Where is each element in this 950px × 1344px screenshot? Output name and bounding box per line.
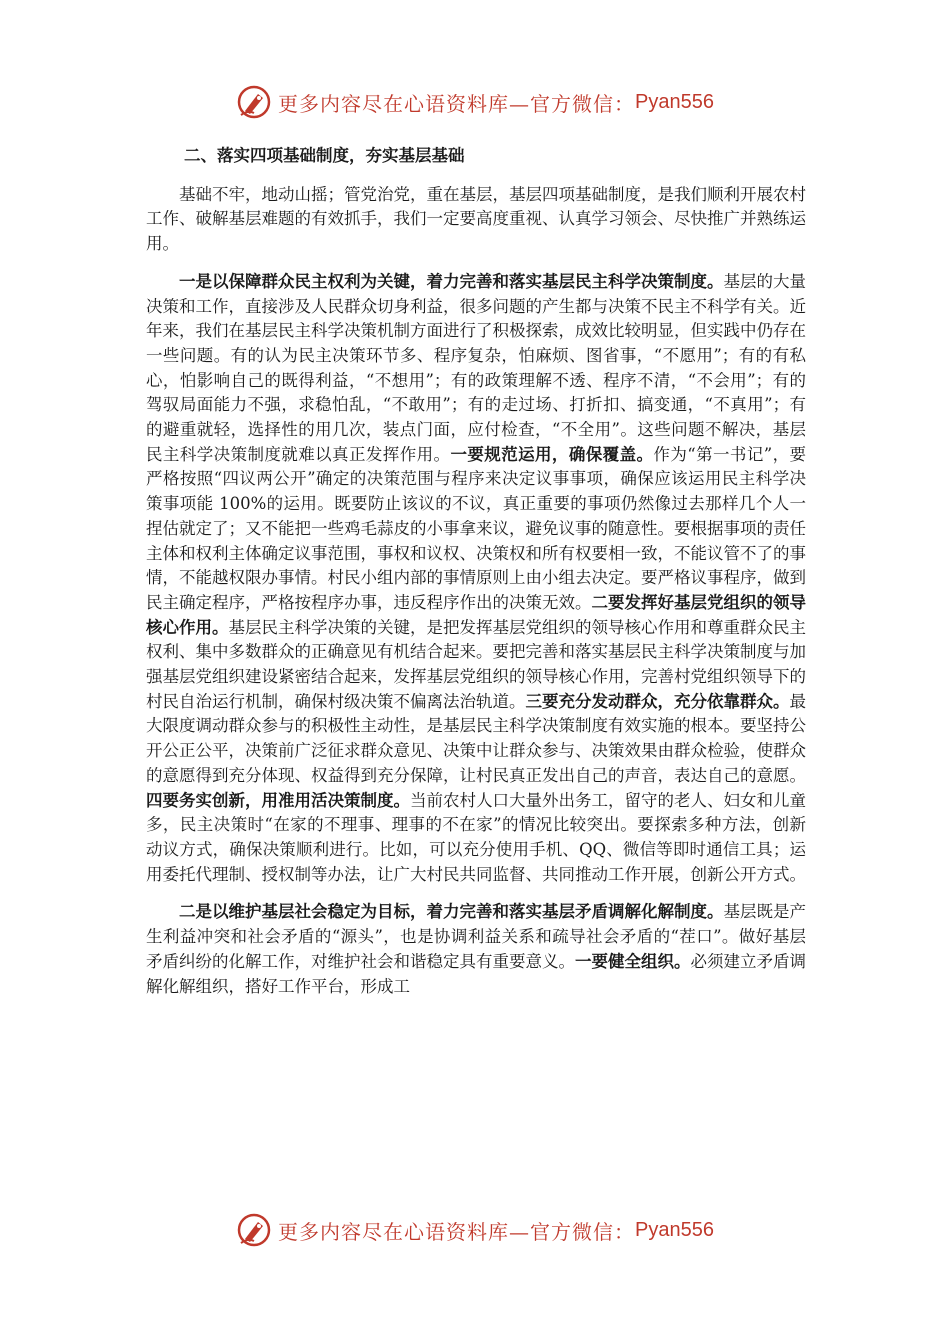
banner-text: 更多内容尽在心语资料库—官方微信： <box>278 1219 636 1244</box>
pen-nib-logo-icon <box>236 84 272 120</box>
section-2-text-2: 必须建立矛盾调解化解组织，搭好工作平台，形成工 <box>146 951 806 996</box>
section-heading: 二、落实四项基础制度，夯实基层基础 <box>184 146 465 165</box>
section-1-text-5: 当前农村人口大量外出务工，留守的老人、妇女和儿童多，民主决策时“在家的不理事、理事的不在家”的情况比较突出。要探索多种方法，创新动议方式，确保决策顺利进行。比如，可以充分使用手机、QQ、微信等即时通信工具；运用委托代理制、授权制等办法，让广大村民共同监督、共同推动工作开展，创新公开方式。 <box>146 790 806 884</box>
section-1-point-2: 二要发挥好基层党组织的领导核心作用。 <box>146 592 806 637</box>
section-1-lead: 一是以保障群众民主权利为关键，着力完善和落实基层民主科学决策制度。 <box>179 271 724 291</box>
section-2-point-1: 一要健全组织。 <box>575 951 691 971</box>
header-banner <box>0 82 950 122</box>
section-1-text-2: 作为“第一书记”，要严格按照“四议两公开”确定的决策范围与程序来决定议事事项，确保应该运用民主科学决策事项能 100%的运用。既要防止该议的不议，真正重要的事项仍然像过去那样几个人一捏估就定了；又不能把一些鸡毛蒜皮的小事拿来议，避免议事的随意性。要根据事项的责任主体和权利主体确定议事范围，事权和议权、决策权和所有权要相一致，不能议管不了的事情，不能越权限办事情。村民小组内部的事情原则上由小组去决定。要严格议事程序，做到民主确定程序，严格按程序办事，违反程序作出的决策无效。 <box>146 444 807 612</box>
section-2-paragraph <box>146 900 806 999</box>
section-1-paragraph <box>146 270 806 888</box>
banner-wechat-id: Pyan556 <box>635 1218 714 1241</box>
section-2-text-1: 基层既是产生利益冲突和社会矛盾的“源头”，也是协调利益关系和疏导社会矛盾的“茬口”。做好基层矛盾纠纷的化解工作，对维护社会和谐稳定具有重要意义。 <box>146 902 806 971</box>
footer-banner <box>0 1210 950 1250</box>
banner-wechat-id: Pyan556 <box>635 90 714 113</box>
section-1-point-4: 四要务实创新，用准用活决策制度。 <box>146 790 410 810</box>
section-1-point-3: 三要充分发动群众，充分依靠群众。 <box>525 691 790 711</box>
pen-nib-logo-icon <box>236 1212 272 1248</box>
section-1-text-4: 最大限度调动群众参与的积极性主动性，是基层民主科学决策制度有效实施的根本。要坚持公开公正公平，决策前广泛征求群众意见、决策中让群众参与、决策效果由群众检验，使群众的意愿得到充分体现、权益得到充分保障，让村民真正发出自己的声音，表达自己的意愿。 <box>146 691 806 785</box>
section-2-lead: 二是以维护基层社会稳定为目标，着力完善和落实基层矛盾调解化解制度。 <box>179 902 724 922</box>
document-body <box>146 144 806 1012</box>
section-1-text-3: 基层民主科学决策的关键，是把发挥基层党组织的领导核心作用和尊重群众民主权利、集中多数群众的正确意见有机结合起来。要把完善和落实基层民主科学决策制度与加强基层党组织建设紧密结合起来，发挥基层党组织的领导核心作用，完善村党组织领导下的村民自治运行机制，确保村级决策不偏离法治轨道。 <box>146 617 806 711</box>
banner-text: 更多内容尽在心语资料库—官方微信： <box>278 91 636 116</box>
section-1-point-1: 一要规范运用，确保覆盖。 <box>450 444 654 464</box>
intro-paragraph: 基础不牢，地动山摇；管党治党，重在基层，基层四项基础制度，是我们顺利开展农村工作、破解基层难题的有效抓手，我们一定要高度重视、认真学习领会、尽快推广并熟练运用。 <box>146 184 806 254</box>
section-1-text-1: 基层的大量决策和工作，直接涉及人民群众切身利益，很多问题的产生都与决策不民主不科学有关。近年来，我们在基层民主科学决策机制方面进行了积极探索，成效比较明显，但实践中仍存在一些问题。有的认为民主决策环节多、程序复杂，怕麻烦、图省事，“不愿用”；有的有私心，怕影响自己的既得利益，“不想用”；有的政策理解不透、程序不清，“不会用”；有的驾驭局面能力不强，求稳怕乱，“不敢用”；有的走过场、打折扣、搞变通，“不真用”；有的避重就轻，选择性的用几次，装点门面，应付检查，“不全用”。这些问题不解决，基层民主科学决策制度就难以真正发挥作用。 <box>146 271 806 464</box>
